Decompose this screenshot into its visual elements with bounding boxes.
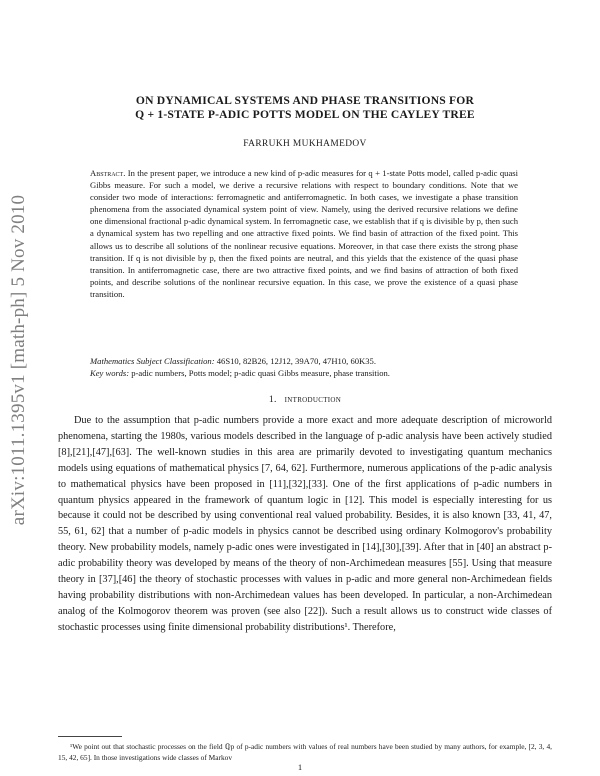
abstract — [90, 167, 518, 300]
msc-label: Mathematics Subject Classification: — [90, 356, 215, 366]
footnote: ¹We point out that stochastic processes on the field ℚp of p-adic numbers with values of real numbers have been studied by many authors, for example, [2, 3, 4, 15, 42, 65]. In those investigations wide classes of Markov — [58, 742, 552, 762]
msc-value: 46S10, 82B26, 12J12, 39A70, 47H10, 60K35. — [216, 356, 376, 366]
keywords-label: Key words: — [90, 368, 130, 379]
arxiv-stamp — [2, 185, 36, 535]
section-number: 1. — [268, 394, 277, 405]
footnote-rule — [58, 736, 122, 737]
section-heading — [60, 394, 550, 405]
section-title: introduction — [284, 394, 342, 405]
classification-block — [90, 355, 518, 379]
abstract-text: In the present paper, we introduce a new kind of p-adic measures for q + 1-state Potts model, called p-adic quasi Gibbs measure. For such a model, we derive a recursive relations with respect to boundary conditions. Note that we consider two mode of interactions: ferromagnetic and antiferromagnetic. In both cases, we investigate a phase transition phenomena from the associated dynamical system point of view. Namely, using the derived recursive relations we define one dimensional fractional p-adic dynamical system. In ferromagnetic case, we establish that if q is divisible by p, then such a dynamical system has two repelling and one attractive fixed points. We find basin of attraction of the fixed point. This allows us to describe all solutions of the nonlinear recusive equations. Moreover, in that case there exists the strong phase transition. If q is not divisible by p, then the fixed points are neutral, and this yields that the existence of the quasi phase transition. In antiferromagnetic case, there are two attractive fixed points, and we find basins of attraction of both fixed points, and describe solutions of the nonlinear recursive equation. In this case, we prove the existence of a quasi phase transition. — [90, 168, 518, 299]
title-line-1: ON DYNAMICAL SYSTEMS AND PHASE TRANSITIONS FOR — [135, 94, 475, 107]
keywords-value: p-adic numbers, Potts model; p-adic quasi Gibbs measure, phase transition. — [131, 368, 390, 379]
body-paragraph: Due to the assumption that p-adic numbers provide a more exact and more adequate description of microworld phenomena, starting the 1980s, various models described in the language of p-adic analysis have been actively studied [8],[21],[47],[63]. The well-known studies in this area are primarily devoted to investigating quantum mechanics models using equations of mathematical physics [7, 64, 62]. Furthermore, numerous applications of the p-adic analysis to mathematical physics have been proposed in [11],[32],[33]. One of the first applications of p-adic numbers in quantum physics appeared in the framework of quantum logic in [12]. This model is especially interesting for us because it could not be described by using conventional real valued probability. Besides, it is also known [33, 41, 47, 55, 61, 62] that a number of p-adic models in physics cannot be described using ordinary Kolmogorov's probability theory. New probability models, namely p-adic ones were investigated in [14],[30],[39]. After that in [40] an abstract p-adic probability theory was developed by means of the theory of non-Archimedean measures [55]. Using that measure theory in [37],[46] the theory of stochastic processes with values in p-adic and more general non-Archimedean fields having probability distributions with non-Archimedean values has been developed. In particular, a non-Archimedean analog of the Kolmogorov theorem was proven (see also [22]). Such a result allows us to construct wide classes of stochastic processes using finite dimensional probability distributions¹. Therefore, — [58, 415, 552, 633]
msc-line — [90, 355, 518, 367]
arxiv-identifier: arXiv:1011.1395v1 [math-ph] 5 Nov 2010 — [8, 194, 30, 526]
keywords-line — [90, 367, 518, 379]
abstract-heading: Abstract. — [90, 168, 126, 178]
author-name: FARRUKH MUKHAMEDOV — [243, 139, 367, 149]
paper-title — [70, 94, 540, 122]
page-number: 1 — [297, 762, 303, 772]
title-line-2: Q + 1-STATE P-ADIC POTTS MODEL ON THE CAYLEY TREE — [135, 108, 475, 121]
